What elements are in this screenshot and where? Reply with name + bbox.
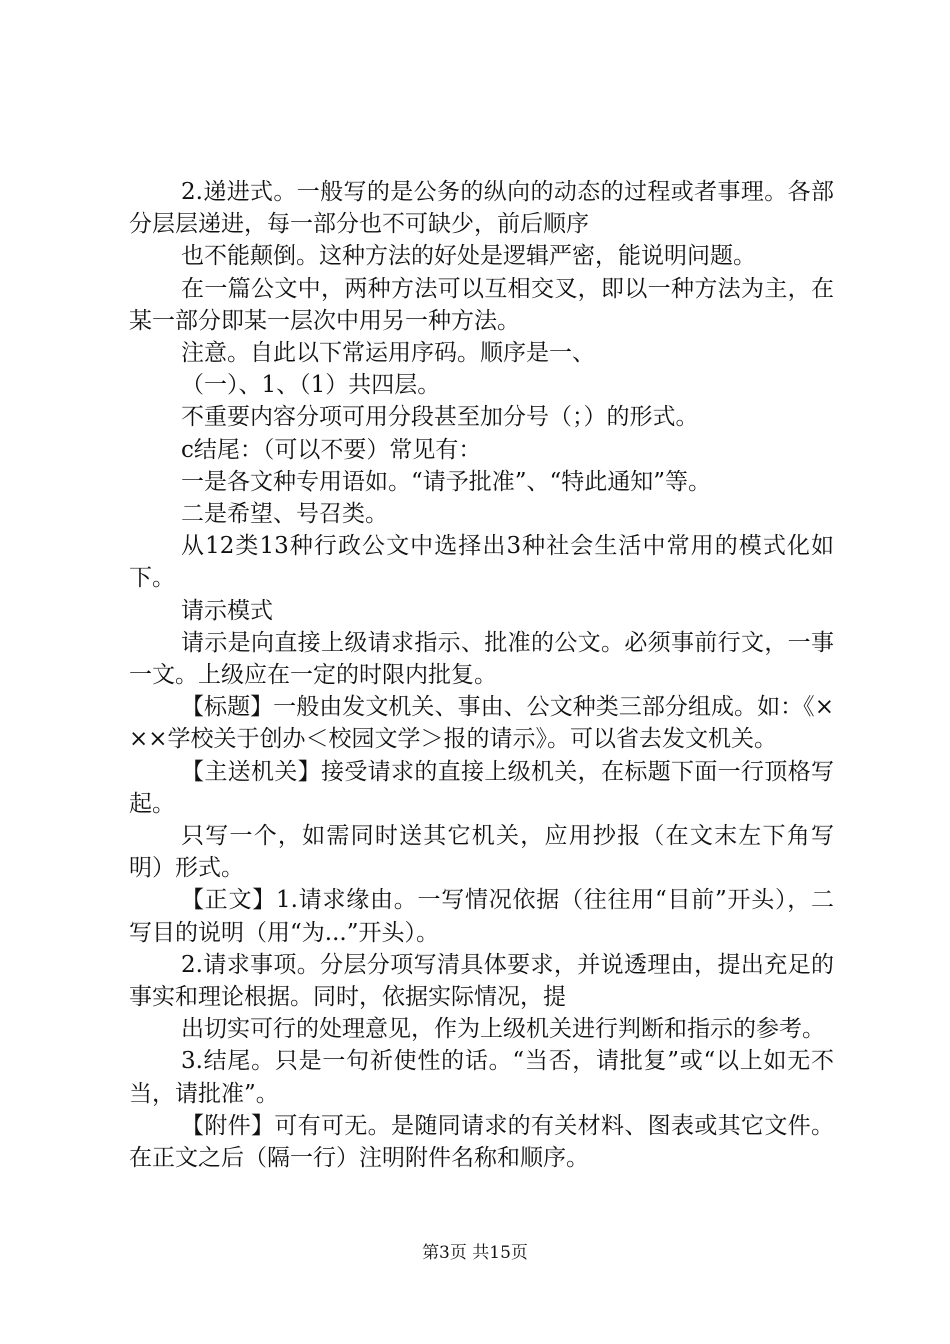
paragraph: 2.递进式。一般写的是公务的纵向的动态的过程或者事理。各部分层层递进，每一部分也不可缺少，前后顺序	[129, 179, 834, 238]
paragraph: 【标题】一般由发文机关、事由、公文种类三部分组成。如：《×××学校关于创办＜校园文学＞报的请示》。可以省去发文机关。	[129, 694, 834, 753]
paragraph: 注意。自此以下常运用序码。顺序是一、	[181, 340, 595, 367]
paragraph: 不重要内容分项可用分段甚至加分号（；）的形式。	[181, 404, 699, 431]
paragraph: （一）、1、（1）共四层。	[181, 372, 441, 399]
paragraph: 【主送机关】接受请求的直接上级机关，在标题下面一行顶格写起。	[129, 758, 834, 817]
paragraph: 【正文】1.请求缘由。一写情况依据（往往用“目前”开头），二写目的说明（用“为...”开头）。	[129, 887, 834, 946]
paragraph: 只写一个，如需同时送其它机关，应用抄报（在文末左下角写明）形式。	[129, 823, 834, 882]
document-body	[129, 176, 834, 1174]
paragraph: 3.结尾。只是一句祈使性的话。“当否，请批复”或“以上如无不当，请批准”。	[129, 1048, 834, 1107]
paragraph: c结尾：（可以不要）常见有：	[181, 436, 482, 463]
paragraph: 出切实可行的处理意见，作为上级机关进行判断和指示的参考。	[181, 1016, 825, 1043]
paragraph: 在一篇公文中，两种方法可以互相交叉，即以一种方法为主，在某一部分即某一层次中用另一种方法。	[129, 275, 834, 334]
paragraph: 请示是向直接上级请求指示、批准的公文。必须事前行文，一事一文。上级应在一定的时限内批复。	[129, 629, 834, 689]
paragraph: 也不能颠倒。这种方法的好处是逻辑严密，能说明问题。	[181, 243, 756, 270]
paragraph: 【附件】可有可无。是随同请求的有关材料、图表或其它文件。在正文之后（隔一行）注明附件名称和顺序。	[129, 1112, 834, 1172]
section-heading: 请示模式	[181, 597, 273, 624]
paragraph: 一是各文种专用语如。“请予批准”、“特此通知”等。	[181, 468, 712, 495]
paragraph: 2.请求事项。分层分项写清具体要求，并说透理由，提出充足的事实和理论根据。同时，依据实际情况，提	[129, 951, 834, 1011]
page-number-footer: 第3页 共15页	[422, 1243, 528, 1263]
paragraph: 二是希望、号召类。	[181, 501, 388, 528]
paragraph: 从12类13种行政公文中选择出3种社会生活中常用的模式化如下。	[129, 533, 834, 592]
